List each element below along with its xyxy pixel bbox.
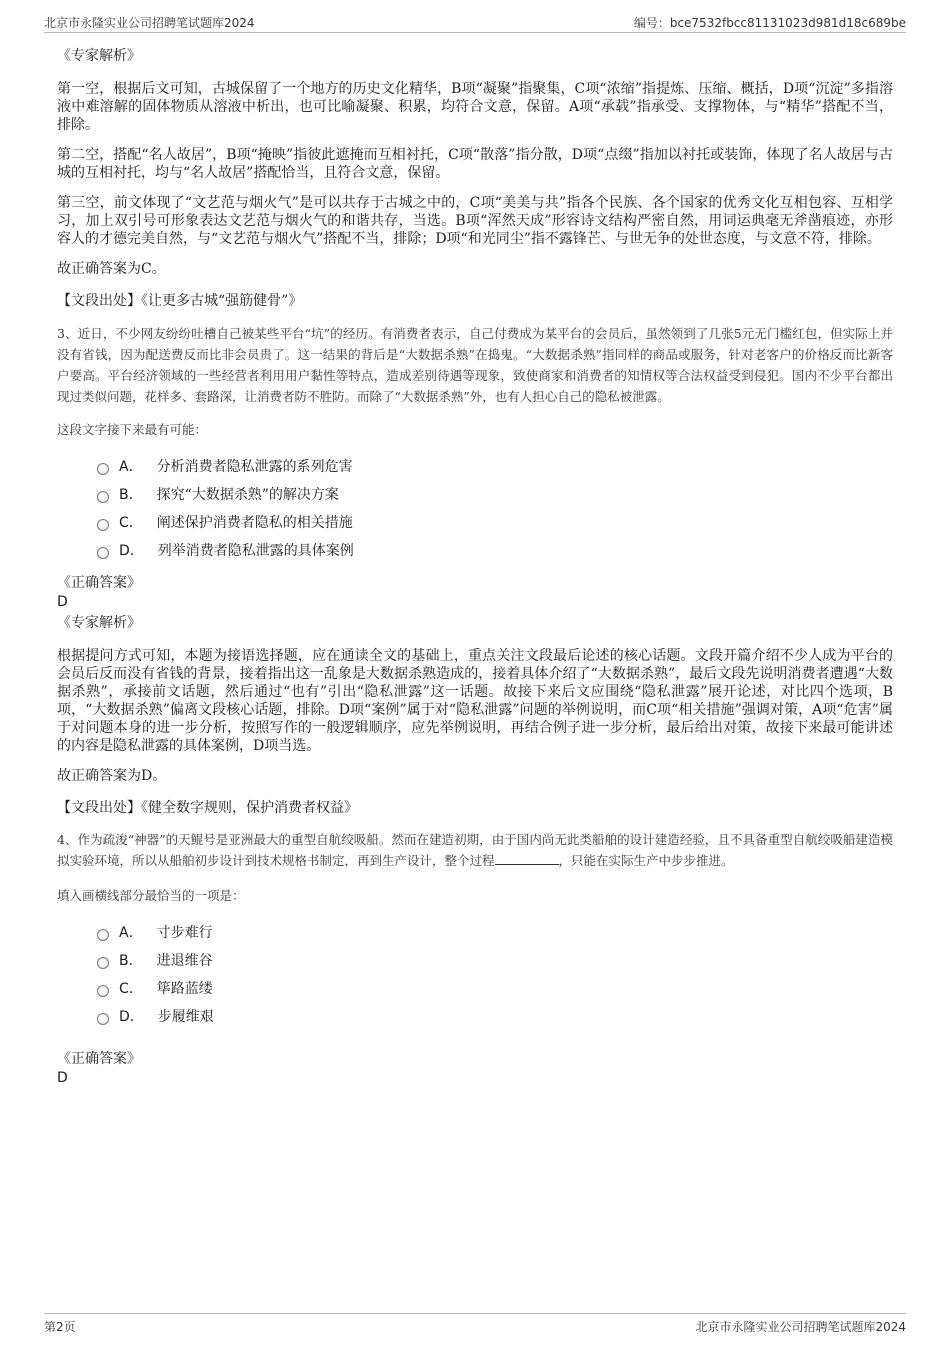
q4-option-b[interactable]: B． 进退维谷 <box>97 947 893 975</box>
q3-source: 【文段出处】《健全数字规则，保护消费者权益》 <box>57 800 358 816</box>
q3-conclusion: 故正确答案为D。 <box>57 768 167 784</box>
q3-options <box>97 453 893 565</box>
q4-option-a[interactable]: A． 寸步难行 <box>97 919 893 947</box>
q2-analysis-label: 《专家解析》 <box>57 48 141 64</box>
q4-answer-label: 《正确答案》 <box>57 1051 141 1067</box>
q4-option-d[interactable]: D． 步履维艰 <box>97 1003 893 1031</box>
fill-blank <box>495 852 559 865</box>
q4-answer: D <box>57 1070 68 1086</box>
radio-icon[interactable] <box>97 1013 109 1025</box>
radio-icon[interactable] <box>97 519 109 531</box>
radio-icon[interactable] <box>97 985 109 997</box>
q3-option-a[interactable]: A． 分析消费者隐私泄露的系列危害 <box>97 453 893 481</box>
q3-option-c[interactable]: C． 阐述保护消费者隐私的相关措施 <box>97 509 893 537</box>
page-footer <box>44 1313 906 1336</box>
q3-answer: D <box>57 594 68 610</box>
q3-option-d[interactable]: D． 列举消费者隐私泄露的具体案例 <box>97 537 893 565</box>
q4-prompt: 填入画横线部分最恰当的一项是： <box>57 888 245 903</box>
q2-source: 【文段出处】《让更多古城“强筋健骨”》 <box>57 293 303 309</box>
radio-icon[interactable] <box>97 491 109 503</box>
q4-options <box>97 919 893 1031</box>
radio-icon[interactable] <box>97 929 109 941</box>
radio-icon[interactable] <box>97 463 109 475</box>
footer-title: 北京市永隆实业公司招聘笔试题库2024 <box>695 1320 906 1334</box>
q3-prompt: 这段文字接下来最有可能： <box>57 422 208 437</box>
q4-option-c[interactable]: C． 筚路蓝缕 <box>97 975 893 1003</box>
header-document-id: 编号：bce7532fbcc81131023d981d18c689be <box>633 16 906 30</box>
page-number: 第2页 <box>44 1320 76 1334</box>
header-title: 北京市永隆实业公司招聘笔试题库2024 <box>44 16 255 30</box>
page-header <box>44 14 906 33</box>
q2-conclusion: 故正确答案为C。 <box>57 261 166 277</box>
q3-analysis-paragraph: 根据提问方式可知，本题为接语选择题，应在通读全文的基础上，重点关注文段最后论述的核心话题。文段开篇介绍不少人成为平台的会员后反而没有省钱的背景，接着指出这一乱象是大数据杀熟造成的，接着具体介绍了“大数据杀熟”，最后文段先说明消费者遭遇“大数据杀熟”，承接前文话题，然后通过“也有”引出“隐私泄露”这一话题。故接下来后文应围绕“隐私泄露”展开论述，对比四个选项，B项，“大数据杀熟”偏离文段核心话题，排除。D项“案例”属于对“隐私泄露”问题的举例说明，而C项“相关措施”强调对策，A项“危害”属于对问题本身的进一步分析，按照写作的一般逻辑顺序，应先举例说明，再结合例子进一步分析，最后给出对策，故接下来最可能讲述的内容是隐私泄露的具体案例，D项当选。 <box>57 648 893 754</box>
q2-analysis-paragraph-2: 第二空，搭配“名人故居”，B项“掩映”指彼此遮掩而互相衬托，C项“散落”指分散，D项“点缀”指加以衬托或装饰，体现了名人故居与古城的互相衬托，均与“名人故居”搭配恰当，且符合文意，保留。 <box>57 147 893 181</box>
q3-question-text: 3、近日，不少网友纷纷吐槽自己被某些平台“坑”的经历。有消费者表示，自己付费成为某平台的会员后，虽然领到了几张5元无门槛红包，但实际上并没有省钱，因为配送费反而比非会员贵了。这一结果的背后是“大数据杀熟”在捣鬼。“大数据杀熟”指同样的商品或服务，针对老客户的价格反而比新客户要高。平台经济领域的一些经营者利用用户黏性等特点，造成差别待遇等现象，致使商家和消费者的知情权等合法权益受到侵犯。国内不少平台都出现过类似问题，花样多、套路深，让消费者防不胜防。而除了“大数据杀熟”外，也有人担心自己的隐私被泄露。 <box>57 326 893 404</box>
q4-question-text: 4、作为疏浚“神器”的天鲲号是亚洲最大的重型自航绞吸船。然而在建造初期，由于国内尚无此类船舶的设计建造经验，且不具备重型自航绞吸船建造模拟实验环境，所以从船舶初步设计到技术规格书制定，再到生产设计，整个过程 ，只能在实际生产中步步推进。 <box>57 832 893 868</box>
q2-analysis-paragraph-3: 第三空，前文体现了“文艺范与烟火气”是可以共存于古城之中的，C项“美美与共”指各个民族、各个国家的优秀文化互相包容、互相学习，加上双引号可形象表达文艺范与烟火气的和谐共存，当选。B项“浑然天成”形容诗文结构严密自然，用词运典毫无斧凿痕迹，亦形容人的才德完美自然，与“文艺范与烟火气”搭配不当，排除；D项“和光同尘”指不露锋芒、与世无争的处世态度，与文意不符，排除。 <box>57 195 893 247</box>
radio-icon[interactable] <box>97 957 109 969</box>
q2-analysis-paragraph-1: 第一空，根据后文可知，古城保留了一个地方的历史文化精华，B项“凝聚”指聚集，C项“浓缩”指提炼、压缩、概括，D项“沉淀”多指溶液中难溶解的固体物质从溶液中析出，也可比喻凝聚、积累，均符合文意，保留。A项“承载”指承受、支撑物体，与“精华”搭配不当，排除。 <box>57 81 893 133</box>
page-content <box>57 46 893 1087</box>
q3-answer-label: 《正确答案》 <box>57 575 141 591</box>
q3-option-b[interactable]: B． 探究“大数据杀熟”的解决方案 <box>97 481 893 509</box>
q3-analysis-label: 《专家解析》 <box>57 615 141 631</box>
radio-icon[interactable] <box>97 547 109 559</box>
